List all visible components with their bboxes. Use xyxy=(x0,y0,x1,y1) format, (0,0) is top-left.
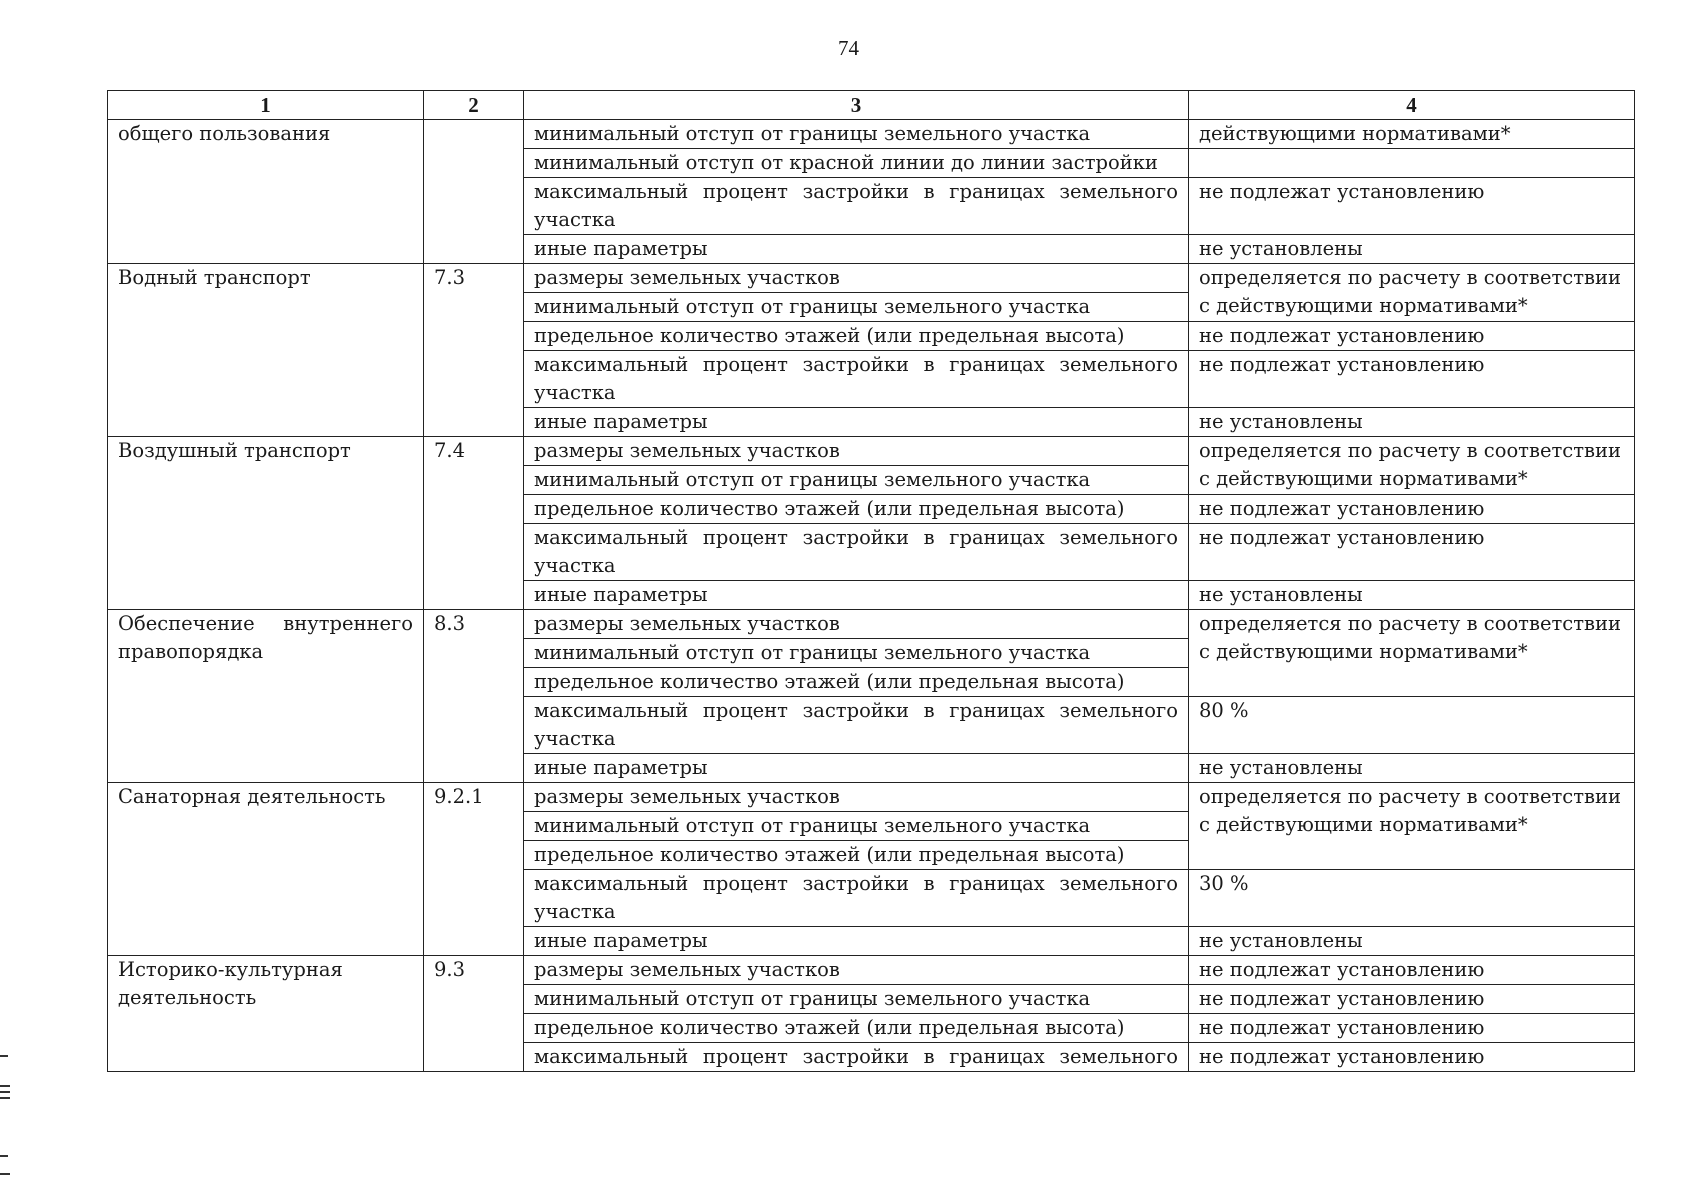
parameter-value: 80 % xyxy=(1189,697,1635,754)
parameter-value: 30 % xyxy=(1189,870,1635,927)
parameter-value: определяется по расчету в соответствии с действующими нормативами* xyxy=(1189,610,1635,697)
parameter-name: иные параметры xyxy=(524,235,1189,264)
parameter-name: минимальный отступ от границы земельного участка xyxy=(524,812,1189,841)
parameter-name: минимальный отступ от границы земельного участка xyxy=(524,985,1189,1014)
parameter-name: минимальный отступ от границы земельного участка xyxy=(524,293,1189,322)
parameter-name: максимальный процент застройки в границах земельного участка xyxy=(524,351,1189,408)
parameter-name: иные параметры xyxy=(524,927,1189,956)
parameter-name: иные параметры xyxy=(524,581,1189,610)
parameter-value: не подлежат установлению xyxy=(1189,956,1635,985)
parameter-value: не подлежат установлению xyxy=(1189,1014,1635,1043)
land-use-name: Водный транспорт xyxy=(108,264,424,437)
parameter-value: не подлежат установлению xyxy=(1189,524,1635,581)
parameter-value: не установлены xyxy=(1189,235,1635,264)
parameter-name: минимальный отступ от границы земельного участка xyxy=(524,466,1189,495)
land-use-code: 7.4 xyxy=(424,437,524,610)
zoning-parameters-table xyxy=(107,90,1635,1072)
parameter-name: минимальный отступ от границы земельного участка xyxy=(524,120,1189,149)
table-row xyxy=(108,264,1635,293)
page-number: 74 xyxy=(838,36,859,60)
header-row xyxy=(108,91,1635,120)
parameter-name: размеры земельных участков xyxy=(524,437,1189,466)
land-use-name: Санаторная деятельность xyxy=(108,783,424,956)
land-use-name: Обеспечение внутреннего правопорядка xyxy=(108,610,424,783)
land-use-name: общего пользования xyxy=(108,120,424,264)
header-col-1: 1 xyxy=(108,91,424,120)
header-col-3: 3 xyxy=(524,91,1189,120)
land-use-code: 8.3 xyxy=(424,610,524,783)
header-col-4: 4 xyxy=(1189,91,1635,120)
table-row xyxy=(108,610,1635,639)
parameter-name: максимальный процент застройки в границах земельного участка xyxy=(524,178,1189,235)
land-use-name: Воздушный транспорт xyxy=(108,437,424,610)
scan-edge-marks xyxy=(0,1055,12,1175)
parameter-name: максимальный процент застройки в границах земельного участка xyxy=(524,697,1189,754)
parameter-name: минимальный отступ от границы земельного участка xyxy=(524,639,1189,668)
parameter-value: не подлежат установлению xyxy=(1189,351,1635,408)
table-row xyxy=(108,120,1635,149)
land-use-code xyxy=(424,120,524,264)
parameter-name: размеры земельных участков xyxy=(524,264,1189,293)
parameter-value: не подлежат установлению xyxy=(1189,1043,1635,1072)
table-row xyxy=(108,956,1635,985)
parameter-value: определяется по расчету в соответствии с действующими нормативами* xyxy=(1189,437,1635,495)
parameter-name: предельное количество этажей (или предельная высота) xyxy=(524,841,1189,870)
parameter-value: не подлежат установлению xyxy=(1189,985,1635,1014)
parameter-value: не подлежат установлению xyxy=(1189,495,1635,524)
parameter-name: максимальный процент застройки в границах земельного участка xyxy=(524,870,1189,927)
parameter-name: предельное количество этажей (или предельная высота) xyxy=(524,322,1189,351)
parameter-name: размеры земельных участков xyxy=(524,610,1189,639)
table-row xyxy=(108,437,1635,466)
parameter-value: не подлежат установлению xyxy=(1189,178,1635,235)
parameter-name: размеры земельных участков xyxy=(524,783,1189,812)
parameter-name: предельное количество этажей (или предельная высота) xyxy=(524,668,1189,697)
land-use-code: 9.2.1 xyxy=(424,783,524,956)
parameter-value: не подлежат установлению xyxy=(1189,322,1635,351)
land-use-name: Историко-культурная деятельность xyxy=(108,956,424,1072)
parameter-value: определяется по расчету в соответствии с действующими нормативами* xyxy=(1189,264,1635,322)
parameter-value: действующими нормативами* xyxy=(1189,120,1635,149)
parameter-value: определяется по расчету в соответствии с действующими нормативами* xyxy=(1189,783,1635,870)
parameter-name: предельное количество этажей (или предельная высота) xyxy=(524,495,1189,524)
parameter-name: минимальный отступ от красной линии до линии застройки xyxy=(524,149,1189,178)
parameter-value xyxy=(1189,149,1635,178)
parameter-name: размеры земельных участков xyxy=(524,956,1189,985)
parameter-value: не установлены xyxy=(1189,927,1635,956)
parameter-name: предельное количество этажей (или предельная высота) xyxy=(524,1014,1189,1043)
parameter-name: иные параметры xyxy=(524,754,1189,783)
parameter-name: максимальный процент застройки в границах земельного xyxy=(524,1043,1189,1072)
land-use-code: 7.3 xyxy=(424,264,524,437)
land-use-code: 9.3 xyxy=(424,956,524,1072)
header-col-2: 2 xyxy=(424,91,524,120)
table-row xyxy=(108,783,1635,812)
parameter-name: максимальный процент застройки в границах земельного участка xyxy=(524,524,1189,581)
parameter-name: иные параметры xyxy=(524,408,1189,437)
parameter-value: не установлены xyxy=(1189,754,1635,783)
parameter-value: не установлены xyxy=(1189,408,1635,437)
parameter-value: не установлены xyxy=(1189,581,1635,610)
